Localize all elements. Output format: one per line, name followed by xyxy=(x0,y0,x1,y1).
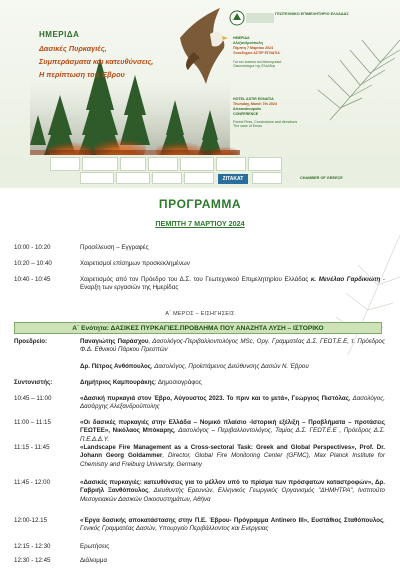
item-text: Προσέλευση – Εγγραφές xyxy=(80,244,149,251)
geotee-logo-icon xyxy=(228,9,276,27)
time: 11:00 – 11:15 xyxy=(14,419,51,426)
coordinator-role: : Δημοσιογράφος xyxy=(154,379,202,386)
coordinator-name: Δημήτριος Καμπουράκης xyxy=(80,379,155,386)
time: 11:15 - 11:45 xyxy=(14,444,50,451)
talk-text xyxy=(80,395,385,412)
talk-title: «Οι δασικές πυρκαγιές στην Ελλάδα – Νομικό πλαίσιο -Ιστορική εξέλιξη – Προβλήματα – προτάσεις ΓΕΩΤΕΕ», Νικόλαος Μπόκαρης xyxy=(80,419,385,435)
chamber-label: CHAMBER OF GREECE xyxy=(300,176,343,180)
program-title: ΠΡΟΓΡΑΜΜΑ xyxy=(158,197,242,211)
chair1-role: , Δασολόγος-Περιβαλλοντολόγος MSc, Οργ. Γραμματέας Δ.Σ. ΓΕΩΤ.Ε.Ε, τ. Πρόεδρος Φ.Δ. Εθνικού Πάρκου Πρεσπών xyxy=(80,338,385,354)
sponsor-logo xyxy=(180,157,214,171)
org-name: ΓΕΩΤΕΧΝΙΚΟ ΕΠΙΜΕΛΗΤΗΡΙΟ ΕΛΛΑΔΑΣ xyxy=(275,12,349,16)
sponsor-logo xyxy=(152,172,182,184)
banner-subtitle-line-1: Δασικές Πυρκαγιές, xyxy=(39,44,107,53)
coordinator-text xyxy=(80,379,380,387)
talk-text xyxy=(80,419,385,444)
sponsor-logo xyxy=(120,157,146,171)
right-greek-3: Πέμπτη 7 Μαρτίου 2024 xyxy=(233,46,274,50)
time: 11:45 - 12:00 xyxy=(14,479,51,486)
speaker-name: κ. Μενέλαο Γαρδικιώτη xyxy=(310,276,381,283)
speaker-role: , Director, Global Fire Monitoring Center (GFMC), Max Planck Institute for Chemistry and Freiburg University, Germany xyxy=(80,452,386,468)
sponsor-logo xyxy=(82,157,118,171)
sponsor-logo xyxy=(248,157,282,171)
item-suffix: - Εναρξη των εργασιών της Ημερίδας xyxy=(80,276,385,292)
time: 10:45 – 11:00 xyxy=(14,395,52,402)
speaker-role: , Διευθυντής Ερευνών, Ελληνικός Γεωργικός Οργανισμός "ΔΗΜΗΤΡΑ", Ινστιτούτο Μεσογειακών Δασικών Οικοσυστημάτων, Αθήνα xyxy=(80,487,385,503)
sponsor-logo xyxy=(80,172,114,184)
sponsor-logo xyxy=(184,172,214,184)
chairs-text xyxy=(80,338,385,355)
speaker-role: , Δασολόγος – Περιβαλλοντολόγος, Ταμίας Δ.Σ. ΓΕΩΤ.Ε.Ε , Πρόεδρος Δ.Σ. Π.Ε.Δ.Δ.Υ. xyxy=(80,427,385,443)
banner-subtitle-line-2: Συμπεράσματα και κατευθύνσεις, xyxy=(39,57,154,66)
speaker-role: , Γενικός Γραμματέας Δασών, Υπουργείο Περιβάλλοντος και Ενεργειας xyxy=(80,517,385,533)
sponsor-logo xyxy=(116,172,150,184)
talk-title: «Έργα δασικής αποκατάστασης στην Π.Ε. Έβρου- Πρόγραμμα Antinero III», Ευστάθιος Σταθόπουλος xyxy=(80,517,384,524)
item-text xyxy=(80,276,385,293)
chair2-name: Δρ. Πέτρος Ανθόπουλος xyxy=(80,363,151,370)
time: 12:00-12.15 xyxy=(14,517,48,524)
chairs-label: Προεδρείο: xyxy=(14,338,48,345)
right-english-1: HOTEL ASTIR EGNATIA xyxy=(233,97,274,101)
talk-text xyxy=(80,517,385,534)
speaker-name: Γεώργιος Πιστόλας xyxy=(291,395,349,402)
banner-subtitle-line-3: Η περίπτωση του Έβρου xyxy=(39,70,125,79)
chair1-name: Παναγιώτης Παράσχου xyxy=(80,338,149,345)
section-bar: Α΄ Ενότητα: ΔΑΣΙΚΕΣ ΠΥΡΚΑΓΙΕΣ.ΠΡΟΒΛΗΜΑ ΠΟΥ ΑΝΑΖΗΤΑ ΛΥΣΗ – ΙΣΤΟΡΙΚΟ xyxy=(14,322,382,334)
time: 10:00 - 10:20 xyxy=(14,244,51,251)
part-heading: Α΄ ΜΕΡΟΣ – ΕΙΣΗΓΗΣΕΙΣ xyxy=(165,311,235,317)
item-description: Χαιρετισμός από τον Πρόεδρο του Δ.Σ. του Γεωτεχνικού Επιμελητηρίου Ελλάδας xyxy=(80,276,309,283)
sponsor-logo xyxy=(50,157,80,171)
coordinator-label: Συντονιστής: xyxy=(14,379,53,386)
right-greek-sub-1: Για τον Δασικό και Μεσογειακό xyxy=(233,60,282,64)
time: 10:20 – 10:40 xyxy=(14,260,52,267)
right-greek-2: Αλεξανδρούπολη xyxy=(233,41,263,45)
right-english-sub-2: The case of Evros xyxy=(233,124,262,128)
header-banner xyxy=(0,0,400,188)
speaker-role: , Δασολόγος, Δασάρχης Αλεξανδρούπολης xyxy=(80,395,385,411)
sponsor-logo xyxy=(252,172,282,184)
talk-text xyxy=(80,479,385,504)
item-text: Ερωτήσεις xyxy=(80,543,110,550)
right-greek-4: Ξενοδοχείο ΑΣΤΙΡ ΕΓΝΑΤΙΑ xyxy=(233,51,280,55)
banner-heading: ΗΜΕΡΙΔΑ xyxy=(39,30,80,39)
time: 12:15 - 12:30 xyxy=(14,543,51,550)
program-date: ΠΕΜΠΤΗ 7 ΜΑΡΤΙΟΥ 2024 xyxy=(155,219,245,228)
item-text: Χαιρετισμοί επίσημων προσκεκλημένων xyxy=(80,260,190,267)
sponsor-logo xyxy=(148,157,178,171)
right-english-sub-1: Forest Fires, Conclusions and directions xyxy=(233,120,298,124)
item-text: Διάλειμμα xyxy=(80,557,108,564)
right-greek-sub-2: Οικοσύστημα της Ελλάδας xyxy=(233,64,276,68)
right-english-4: CONFERENCE xyxy=(233,112,259,116)
talk-title: «Δασική πυρκαγιά στον Έβρο, Αύγουστος 2023. Το πριν και το μετά», xyxy=(80,395,290,402)
chairs-text-2 xyxy=(80,363,385,371)
right-greek-1: ΗΜΕΡΙΔΑ xyxy=(233,36,250,40)
chair2-role: , Δασολόγος, Προϊστάμενος Διεύθυνσης Δασών Ν. Έβρου xyxy=(151,363,309,370)
right-english-2: Thursday, March 7th 2024 xyxy=(233,102,277,106)
talk-text xyxy=(80,444,385,469)
talk-title: «Δασικές πυρκαγιές: κατευθύνσεις για το μέλλον υπό το πρίσμα των πρόσφατων καταστροφών», Δρ. Γαβριήλ Ξανθόπουλος xyxy=(80,479,385,495)
right-english-3: Alexandroupolis xyxy=(233,107,262,111)
sponsor-zitakat: ZITAKAT xyxy=(218,174,248,184)
talk-title: «Landscape Fire Management as a Cross-sectoral Task: Greek and Global Perspectives», Prof. Dr. Johann Georg Goldammer xyxy=(80,444,385,460)
time: 12:30 - 12:45 xyxy=(14,557,51,564)
sponsor-logo xyxy=(216,157,246,171)
time: 10:40 - 10:45 xyxy=(14,276,51,283)
